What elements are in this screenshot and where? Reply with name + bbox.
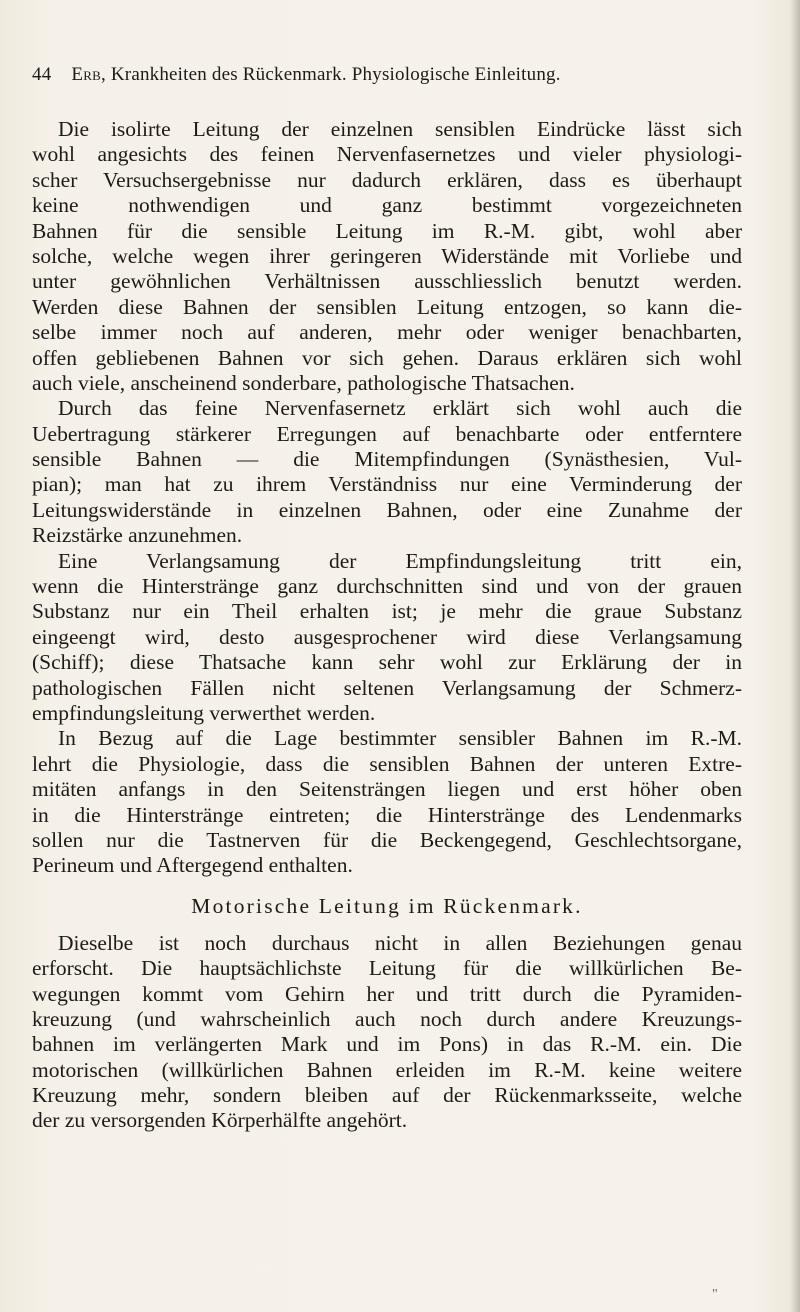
text-line: Dieselbe ist noch durchaus nicht in allen Beziehungen genau xyxy=(58,930,742,955)
text-line: in die Hinterstränge eintreten; die Hinterstränge des Lendenmarks xyxy=(32,802,742,827)
page-edge-shadow xyxy=(790,0,800,1312)
text-line: der zu versorgenden Körperhälfte angehört. xyxy=(32,1108,408,1133)
paragraph xyxy=(32,117,742,396)
text-line: Werden diese Bahnen der sensiblen Leitung entzogen, so kann die- xyxy=(32,294,742,319)
text-line: Kreuzung mehr, sondern bleiben auf der Rückenmarksseite, welche xyxy=(32,1083,742,1108)
text-line: unter gewöhnlichen Verhältnissen ausschliesslich benutzt werden. xyxy=(32,269,742,294)
text-line: Substanz nur ein Theil erhalten ist; je mehr die graue Substanz xyxy=(32,599,742,624)
body-text xyxy=(32,117,742,1134)
text-line: empfindungsleitung verwerthet werden. xyxy=(32,700,376,725)
text-line: Leitungswiderstände in einzelnen Bahnen, oder eine Zunahme der xyxy=(32,497,742,522)
text-line: auch viele, anscheinend sonderbare, pathologische Thatsachen. xyxy=(32,370,575,395)
text-line: kreuzung (und wahrscheinlich auch noch durch andere Kreuzungs- xyxy=(32,1006,742,1031)
text-line: wenn die Hinterstränge ganz durchschnitten sind und von der grauen xyxy=(32,574,742,599)
text-line: bahnen im verlängerten Mark und im Pons) in das R.-M. ein. Die xyxy=(32,1032,742,1057)
text-line: offen gebliebenen Bahnen vor sich gehen. Daraus erklären sich wohl xyxy=(32,345,742,370)
section-heading: Motorische Leitung im Rückenmark. xyxy=(191,893,583,918)
text-line: Durch das feine Nervenfasernetz erklärt sich wohl auch die xyxy=(58,396,742,421)
text-line: wohl angesichts des feinen Nervenfasernetzes und vieler physiologi- xyxy=(32,142,742,167)
text-line: Die isolirte Leitung der einzelnen sensiblen Eindrücke lässt sich xyxy=(58,117,742,141)
text-line: mitäten anfangs in den Seitensträngen liegen und erst höher oben xyxy=(32,777,742,802)
text-line: scher Versuchsergebnisse nur dadurch erklären, dass es überhaupt xyxy=(32,167,742,192)
text-line: Bahnen für die sensible Leitung im R.-M. gibt, wohl aber xyxy=(32,218,742,243)
paragraph xyxy=(32,549,742,727)
text-line: lehrt die Physiologie, dass die sensiblen Bahnen der unteren Extre- xyxy=(32,751,742,776)
text-line: sollen nur die Tastnerven für die Beckengegend, Geschlechtsorgane, xyxy=(32,827,742,852)
text-line: sensible Bahnen — die Mitempfindungen (Synästhesien, Vul- xyxy=(32,447,742,472)
page-number: 44 xyxy=(32,64,52,85)
paragraph xyxy=(32,396,742,548)
text-line: (Schiff); diese Thatsache kann sehr wohl zur Erklärung der in xyxy=(32,650,742,675)
text-line: Uebertragung stärkerer Erregungen auf benachbarte oder entferntere xyxy=(32,421,742,446)
running-header xyxy=(32,60,732,90)
header-author: Erb xyxy=(71,64,101,85)
text-line: Reizstärke anzunehmen. xyxy=(32,523,243,548)
text-line: Perineum und Aftergegend enthalten. xyxy=(32,853,353,878)
margin-mark: " xyxy=(712,1287,718,1302)
paragraph xyxy=(32,726,742,878)
text-line: selbe immer noch auf anderen, mehr oder weniger benachbarten, xyxy=(32,320,742,345)
text-line: eingeengt wird, desto ausgesprochener wird diese Verlangsamung xyxy=(32,624,742,649)
header-title: , Krankheiten des Rückenmark. Physiologische Einleitung. xyxy=(100,64,561,85)
text-line: wegungen kommt vom Gehirn her und tritt durch die Pyramiden- xyxy=(32,981,742,1006)
text-line: erforscht. Die hauptsächlichste Leitung für die willkürlichen Be- xyxy=(32,956,742,981)
paragraph xyxy=(32,931,742,1134)
text-line: keine nothwendigen und ganz bestimmt vorgezeichneten xyxy=(32,193,742,218)
text-line: Eine Verlangsamung der Empfindungsleitung tritt ein, xyxy=(58,548,742,573)
text-line: pian); man hat zu ihrem Verständniss nur eine Verminderung der xyxy=(32,472,742,497)
text-line: motorischen (willkürlichen Bahnen erleiden im R.-M. keine weitere xyxy=(32,1057,742,1082)
text-line: solche, welche wegen ihrer geringeren Widerstände mit Vorliebe und xyxy=(32,243,742,268)
text-line: In Bezug auf die Lage bestimmter sensibler Bahnen im R.-M. xyxy=(58,726,742,751)
text-line: pathologischen Fällen nicht seltenen Verlangsamung der Schmerz- xyxy=(32,675,742,700)
